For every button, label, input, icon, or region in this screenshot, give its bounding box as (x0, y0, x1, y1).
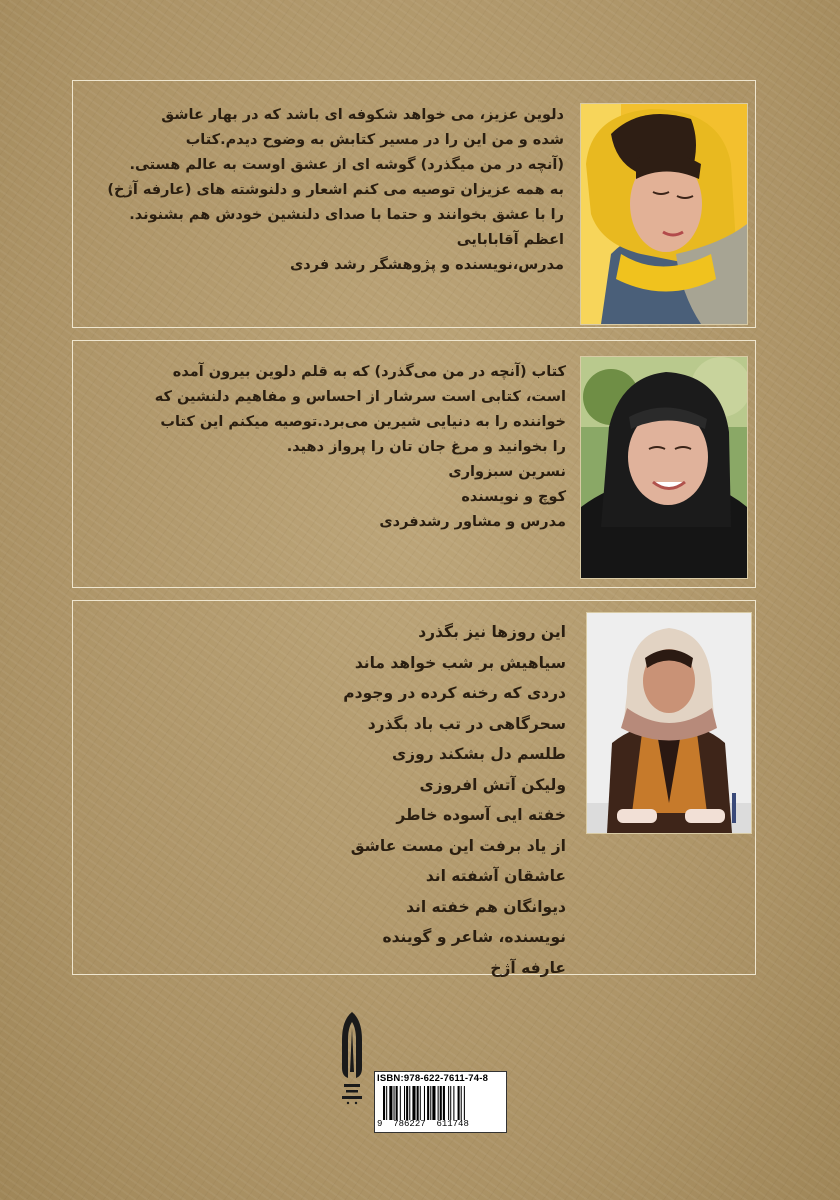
isbn-digits-left: 786227 (393, 1119, 426, 1129)
review-1-line: (آنچه در من میگذرد) گوشه ای از عشق اوست به عالم هستی. (129, 157, 564, 173)
isbn-digit-lead: 9 (377, 1119, 383, 1129)
poem-line: دردی که رخنه کرده در وجودم (343, 684, 566, 702)
poem-line: از یاد برفت این مست عاشق (350, 836, 566, 855)
author-role: نویسنده، شاعر و گوینده (382, 928, 566, 946)
review-2-line: را بخوانید و مرغ جان تان را پرواز دهید. (286, 439, 566, 455)
poem-text (146, 617, 566, 983)
reviewer-2-name: نسرین سبزواری (448, 464, 566, 480)
review-1-text (107, 103, 564, 278)
reviewer-1-title: مدرس،نویسنده و پژوهشگر رشد فردی (290, 257, 564, 273)
isbn-digits-right: 611748 (436, 1119, 469, 1129)
review-1-line: دلوین عزیز، می خواهد شکوفه ای باشد که در بهار عاشق (161, 107, 564, 123)
poem-line: عاشقان آشفته اند (425, 867, 566, 885)
author-photo (586, 612, 752, 834)
review-1-line: شده و من این را در مسیر کتابش به وضوح دیدم.کتاب (185, 132, 564, 148)
poem-line: طلسم دل بشکند روزی (391, 745, 566, 763)
reviewer-2-title: کوچ و نویسنده (461, 489, 566, 505)
poem-line: این روزها نیز بگذرد (418, 623, 566, 641)
poem-line: ولیکن آتش افروزی (419, 775, 566, 794)
poem-line: سیاهیش بر شب خواهد ماند (354, 653, 566, 672)
poem-line: خفته ایی آسوده خاطر (396, 806, 566, 824)
reviewer-2-photo (580, 356, 748, 579)
isbn-digits (377, 1119, 505, 1129)
review-2-line: خواننده را به دنیایی شیرین می‌برد.توصیه میکنم این کتاب (160, 414, 566, 430)
review-1-line: را با عشق بخوانند و حتما با صدای دلنشین خودش هم بشنوند. (129, 207, 564, 223)
review-2-line: کتاب (آنچه در من می‌گذرد) که به قلم دلوین بیرون آمده (172, 364, 566, 380)
poem-line: سحرگاهی در تب باد بگذرد (367, 714, 566, 733)
review-1-line: به همه عزیزان توصیه می کنم اشعار و دلنوشته های (عارفه آژخ) (107, 182, 564, 198)
review-2-text (126, 360, 566, 535)
review-2-line: است، کتابی است سرشار از احساس و مفاهیم دلنشین که (154, 389, 566, 405)
poem-line: دیوانگان هم خفته اند (406, 897, 566, 916)
reviewer-2-title: مدرس و مشاور رشدفردی (379, 514, 566, 530)
publisher-logo (336, 1010, 368, 1110)
isbn-label: ISBN:978-622-7611-74-8 (377, 1073, 489, 1084)
author-name: عارفه آژخ (490, 958, 566, 977)
reviewer-1-photo (580, 103, 748, 325)
barcode-bars (383, 1086, 501, 1120)
reviewer-1-name: اعظم آقابابایی (456, 232, 564, 248)
isbn-barcode (374, 1071, 507, 1133)
